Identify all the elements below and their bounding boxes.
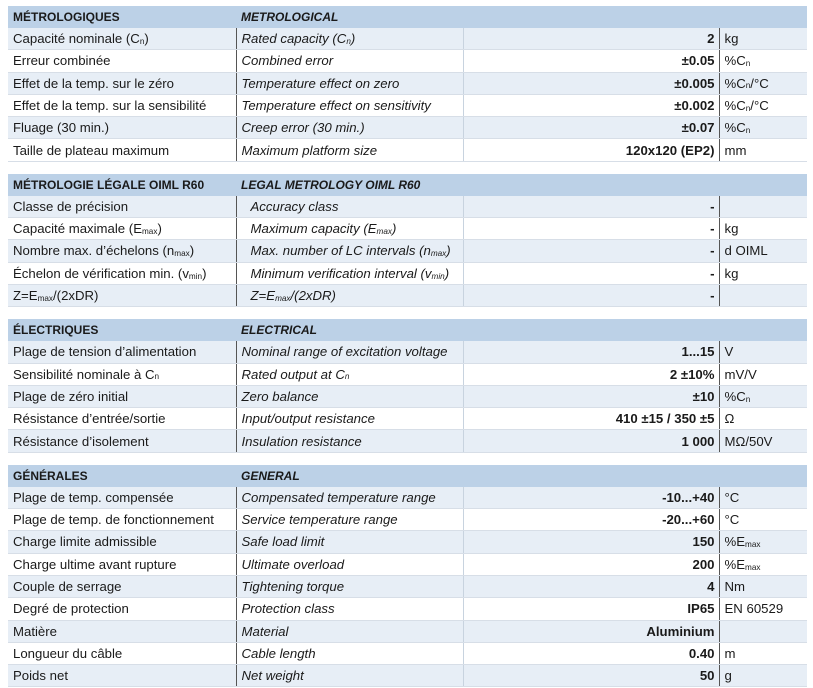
section-title-en: ELECTRICAL xyxy=(236,319,463,341)
label-en: Temperature effect on zero xyxy=(236,72,463,94)
spec-value: IP65 xyxy=(463,598,719,620)
header-spacer xyxy=(463,465,719,487)
spec-unit xyxy=(719,620,807,642)
spec-unit: $\%C_n$ xyxy=(719,50,807,72)
spec-value: - xyxy=(463,240,719,262)
header-spacer xyxy=(719,174,807,196)
label-fr: Charge ultime avant rupture xyxy=(8,553,236,575)
section-header-legal xyxy=(8,174,807,196)
label-en: Ultimate overload xyxy=(236,553,463,575)
spec-value: ±10 xyxy=(463,385,719,407)
label-en: Nominal range of excitation voltage xyxy=(236,341,463,363)
label-en: Insulation resistance xyxy=(236,430,463,452)
spec-unit: °C xyxy=(719,487,807,509)
spec-row xyxy=(8,553,807,575)
label-fr: Classe de précision xyxy=(8,196,236,218)
label-fr: Plage de temp. compensée xyxy=(8,487,236,509)
section-title-fr: MÉTROLOGIE LÉGALE OIML R60 xyxy=(8,174,236,196)
spec-row xyxy=(8,50,807,72)
spec-unit: $\%E_{max}$ xyxy=(719,531,807,553)
label-en: Combined error xyxy=(236,50,463,72)
label-en: Maximum platform size xyxy=(236,139,463,161)
spec-row xyxy=(8,408,807,430)
spec-value: 120x120 (EP2) xyxy=(463,139,719,161)
spec-unit: kg xyxy=(719,28,807,50)
label-fr: Degré de protection xyxy=(8,598,236,620)
label-en: Max. number of LC intervals $(n_{max})$ xyxy=(236,240,463,262)
label-fr: Résistance d’entrée/sortie xyxy=(8,408,236,430)
section-header-gen xyxy=(8,465,807,487)
label-fr: Capacité maximale $(E_{max})$ xyxy=(8,218,236,240)
label-fr: Longueur du câble xyxy=(8,642,236,664)
label-en: Cable length xyxy=(236,642,463,664)
section-title-en: METROLOGICAL xyxy=(236,6,463,28)
spec-unit: mV/V xyxy=(719,363,807,385)
spec-unit: $\%C_n$ xyxy=(719,385,807,407)
section-title-fr: GÉNÉRALES xyxy=(8,465,236,487)
label-en: Zero balance xyxy=(236,385,463,407)
spec-row xyxy=(8,575,807,597)
spec-value: 0.40 xyxy=(463,642,719,664)
spec-row xyxy=(8,284,807,306)
spec-row xyxy=(8,363,807,385)
spec-value: Aluminium xyxy=(463,620,719,642)
spec-unit: m xyxy=(719,642,807,664)
label-en: $Z=E_{max}/(2xDR)$ xyxy=(236,284,463,306)
spec-row xyxy=(8,665,807,687)
spec-row xyxy=(8,430,807,452)
spec-value: - xyxy=(463,218,719,240)
spec-value: 1 000 xyxy=(463,430,719,452)
label-en: Temperature effect on sensitivity xyxy=(236,94,463,116)
spec-value: ±0.005 xyxy=(463,72,719,94)
spec-row xyxy=(8,620,807,642)
label-fr: Plage de temp. de fonctionnement xyxy=(8,509,236,531)
label-fr: Nombre max. d’échelons $(n_{max})$ xyxy=(8,240,236,262)
label-fr: Fluage (30 min.) xyxy=(8,117,236,139)
label-fr: Sensibilité nominale à $C_n$ xyxy=(8,363,236,385)
spec-unit: Ω xyxy=(719,408,807,430)
spec-row xyxy=(8,139,807,161)
spec-value: 410 ±15 / 350 ±5 xyxy=(463,408,719,430)
spec-value: 50 xyxy=(463,665,719,687)
spec-value: ±0.07 xyxy=(463,117,719,139)
label-en: Tightening torque xyxy=(236,575,463,597)
section-title-fr: MÉTROLOGIQUES xyxy=(8,6,236,28)
label-fr: Poids net xyxy=(8,665,236,687)
spec-value: 150 xyxy=(463,531,719,553)
spec-value: -20...+60 xyxy=(463,509,719,531)
spec-row xyxy=(8,196,807,218)
spec-value: - xyxy=(463,262,719,284)
spec-unit xyxy=(719,196,807,218)
label-en: Net weight xyxy=(236,665,463,687)
header-spacer xyxy=(719,319,807,341)
spec-value: 1...15 xyxy=(463,341,719,363)
spec-unit xyxy=(719,284,807,306)
spec-unit: mm xyxy=(719,139,807,161)
label-fr: Plage de tension d’alimentation xyxy=(8,341,236,363)
spec-value: - xyxy=(463,196,719,218)
spec-unit: EN 60529 xyxy=(719,598,807,620)
label-fr: Matière xyxy=(8,620,236,642)
spec-row xyxy=(8,531,807,553)
spec-value: 4 xyxy=(463,575,719,597)
label-en: Input/output resistance xyxy=(236,408,463,430)
spec-row xyxy=(8,341,807,363)
header-spacer xyxy=(719,6,807,28)
header-spacer xyxy=(463,174,719,196)
header-spacer xyxy=(463,6,719,28)
label-en: Protection class xyxy=(236,598,463,620)
spec-table-gen xyxy=(8,465,807,688)
label-fr: Erreur combinée xyxy=(8,50,236,72)
label-en: Maximum capacity $(E_{max})$ xyxy=(236,218,463,240)
spec-row xyxy=(8,240,807,262)
spec-value: - xyxy=(463,284,719,306)
label-fr: Échelon de vérification min. $(v_{min})$ xyxy=(8,262,236,284)
label-fr: Effet de la temp. sur le zéro xyxy=(8,72,236,94)
spec-value: 2 xyxy=(463,28,719,50)
spec-value: ±0.05 xyxy=(463,50,719,72)
section-title-en: LEGAL METROLOGY OIML R60 xyxy=(236,174,463,196)
spec-row xyxy=(8,598,807,620)
label-en: Rated capacity $(C_n)$ xyxy=(236,28,463,50)
spec-unit: $\%C_n/^\circ C$ xyxy=(719,94,807,116)
spec-value: -10...+40 xyxy=(463,487,719,509)
spec-row xyxy=(8,262,807,284)
header-spacer xyxy=(719,465,807,487)
spec-table-legal xyxy=(8,174,807,307)
label-en: Accuracy class xyxy=(236,196,463,218)
spec-unit: °C xyxy=(719,509,807,531)
spec-table-elec xyxy=(8,319,807,452)
spec-unit: V xyxy=(719,341,807,363)
spec-unit: $\%C_n$ xyxy=(719,117,807,139)
spec-unit: d OIML xyxy=(719,240,807,262)
label-fr: Taille de plateau maximum xyxy=(8,139,236,161)
spec-row xyxy=(8,94,807,116)
section-title-fr: ÉLECTRIQUES xyxy=(8,319,236,341)
label-en: Creep error (30 min.) xyxy=(236,117,463,139)
spec-row xyxy=(8,218,807,240)
label-fr: Capacité nominale $(C_n)$ xyxy=(8,28,236,50)
label-fr: Couple de serrage xyxy=(8,575,236,597)
spec-row xyxy=(8,487,807,509)
spec-row xyxy=(8,385,807,407)
label-en: Material xyxy=(236,620,463,642)
spec-unit: g xyxy=(719,665,807,687)
spec-row xyxy=(8,642,807,664)
spec-row xyxy=(8,117,807,139)
label-en: Compensated temperature range xyxy=(236,487,463,509)
spec-unit: kg xyxy=(719,262,807,284)
spec-value: 2 ±10% xyxy=(463,363,719,385)
section-title-en: GENERAL xyxy=(236,465,463,487)
spec-row xyxy=(8,28,807,50)
label-en: Rated output at $C_n$ xyxy=(236,363,463,385)
label-en: Safe load limit xyxy=(236,531,463,553)
spec-value: ±0.002 xyxy=(463,94,719,116)
label-fr: Résistance d’isolement xyxy=(8,430,236,452)
spec-table-metro xyxy=(8,6,807,162)
label-en: Service temperature range xyxy=(236,509,463,531)
spec-row xyxy=(8,72,807,94)
spec-unit: MΩ/50V xyxy=(719,430,807,452)
header-spacer xyxy=(463,319,719,341)
spec-row xyxy=(8,509,807,531)
spec-unit: kg xyxy=(719,218,807,240)
label-fr: Effet de la temp. sur la sensibilité xyxy=(8,94,236,116)
spec-value: 200 xyxy=(463,553,719,575)
label-fr: Charge limite admissible xyxy=(8,531,236,553)
spec-unit: Nm xyxy=(719,575,807,597)
spec-unit: $\%E_{max}$ xyxy=(719,553,807,575)
label-en: Minimum verification interval $(v_{min})$ xyxy=(236,262,463,284)
label-fr: Plage de zéro initial xyxy=(8,385,236,407)
section-header-metro xyxy=(8,6,807,28)
section-header-elec xyxy=(8,319,807,341)
label-fr: $Z=E_{max}/(2xDR)$ xyxy=(8,284,236,306)
spec-unit: $\%C_n/^\circ C$ xyxy=(719,72,807,94)
